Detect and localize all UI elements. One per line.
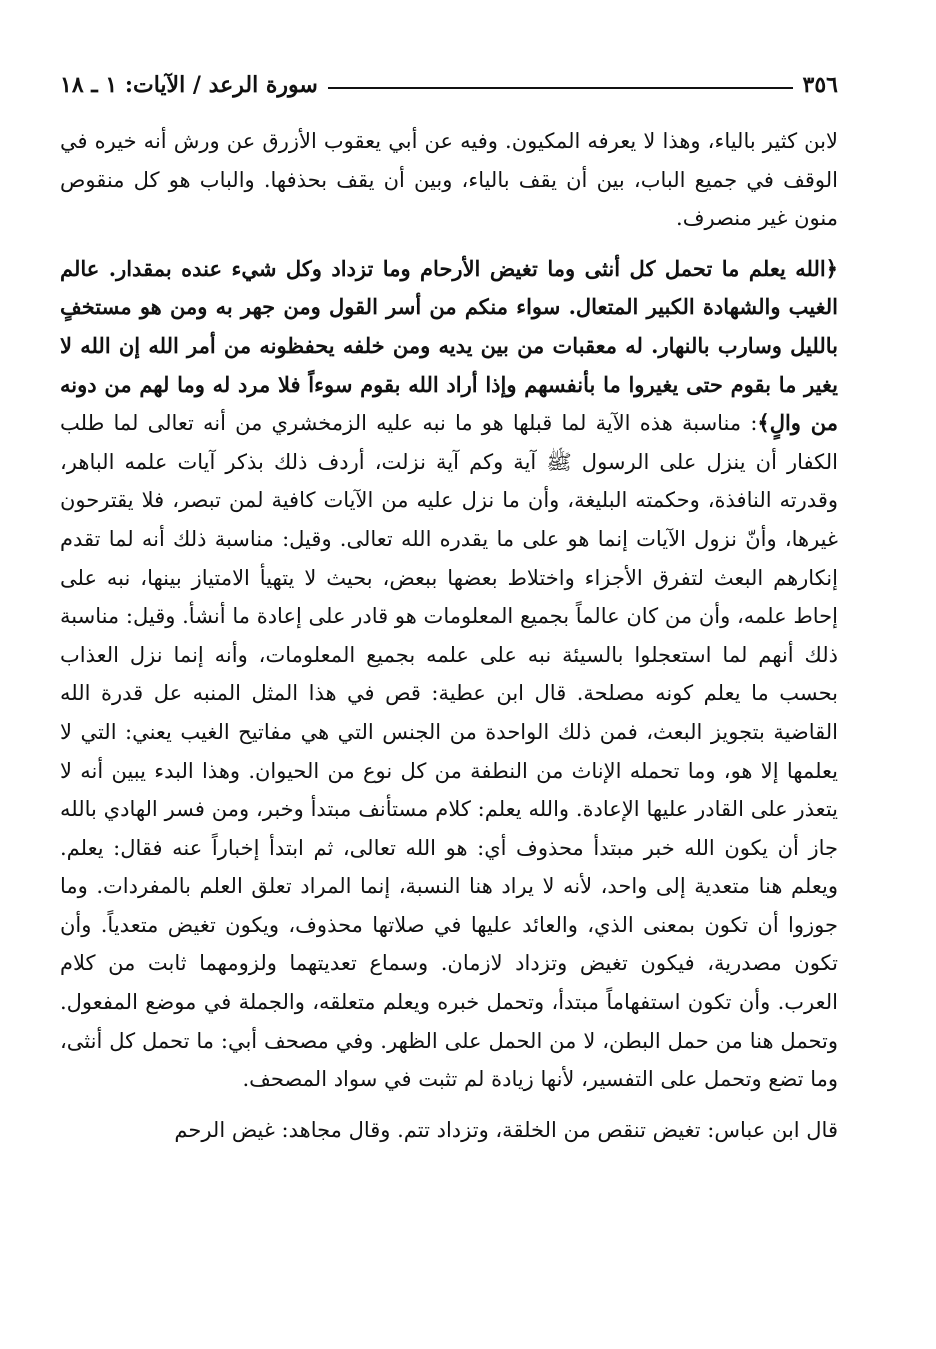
commentary-text: : مناسبة هذه الآية لما قبلها هو ما نبه عليه الزمخشري من أنه تعالى لما طلب الكفار أن ينزل على الرسول ﷺ آية وكم آية نزلت، أردف ذلك بذكر آيات علمه الباهر، وقدرته النافذة، وحكمته البليغة، وأن ما نزل عليه من الآيات كافية لمن تبصر، فلا يقترحون غيرها، وأنّ نزول الآيات إنما هو على ما يقدره الله تعالى. وقيل: مناسبة ذلك أنه لما تقدم إنكارهم البعث لتفرق الأجزاء واختلاط بعضها ببعض، بحيث لا يتهيأ الامتياز بينها، نبه على إحاط علمه، وأن من كان عالماً بجميع المعلومات هو قادر على إعادة ما أنشأ. وقيل: مناسبة ذلك أنهم لما استعجلوا بالسيئة نبه على علمه بجميع المعلومات، وأنه إنما نزل العذاب بحسب ما يعلم كونه مصلحة. قال ابن عطية: قص في هذا المثل المنبه عل قدرة الله القاضية بتجويز البعث، فمن ذلك الواحدة من الجنس التي هي مفاتيح الغيب يعني: التي لا يعلمها إلا هو، وما تحمله الإناث من النطفة من كل نوع من الحيوان. وهذا البدء يبين أنه لا يتعذر على القادر عليها الإعادة. والله يعلم: كلام مستأنف مبتدأ وخبر، ومن فسر الهادي بالله جاز أن يكون الله خبر مبتدأ محذوف أي: هو الله تعالى، ثم ابتدأ إخباراً عنه فقال: يعلم. ويعلم هنا متعدية إلى واحد، لأنه لا يراد هنا النسبة، إنما المراد تعلق العلم بالمفردات. وما جوزوا أن تكون بمعنى الذي، والعائد عليها في صلاتها محذوف، ويكون تغيض متعدياً. وأن تكون مصدرية، فيكون تغيض وتزداد لازمان. وسماع تعديتهما ولزومهما ثابت من كلام العرب. وأن تكون استفهاماً مبتدأ، وتحمل خبره ويعلم متعلقه، والجملة في موضع المفعول. وتحمل هنا من حمل البطن، لا من الحمل على الظهر. وفي مصحف أبي: ما تحمل كل أنثى، وما تضع وتحمل على التفسير، لأنها زيادة لم تثبت في سواد المصحف. — [60, 411, 838, 1092]
page-header — [60, 64, 838, 98]
paragraph-closing: قال ابن عباس: تغيض تنقص من الخلقة، وتزداد تتم. وقال مجاهد: غيض الرحم — [174, 1117, 838, 1142]
page-body — [60, 122, 838, 1149]
header-rule — [328, 87, 793, 89]
paragraph-intro: لابن كثير بالياء، وهذا لا يعرفه المكيون. وفيه عن أبي يعقوب الأزرق عن ورش أنه خيره في الوقف في جميع الباب، بين أن يقف بالياء، وبين أن يقف بحذفها. والباب هو كل منقوص منون غير منصرف. — [60, 129, 838, 231]
quran-verse: ﴿الله يعلم ما تحمل كل أنثى وما تغيض الأرحام وما تزداد وكل شيء عنده بمقدار. عالم الغيب والشهادة الكبير المتعال. سواء منكم من أسر القول ومن جهر به ومن هو مستخفٍ بالليل وسارب بالنهار. له معقبات من بين يديه ومن خلفه يحفظونه من أمر الله إن الله لا يغير ما بقوم حتى يغيروا ما بأنفسهم وإذا أراد الله بقوم سوءاً فلا مرد له وما لهم من دونه من والٍ﴾ — [60, 255, 838, 436]
paragraph-commentary — [60, 250, 838, 1099]
running-title: سورة الرعد / الآيات: ١ ـ ١٨ — [60, 72, 318, 98]
page-number: ٣٥٦ — [802, 72, 838, 98]
